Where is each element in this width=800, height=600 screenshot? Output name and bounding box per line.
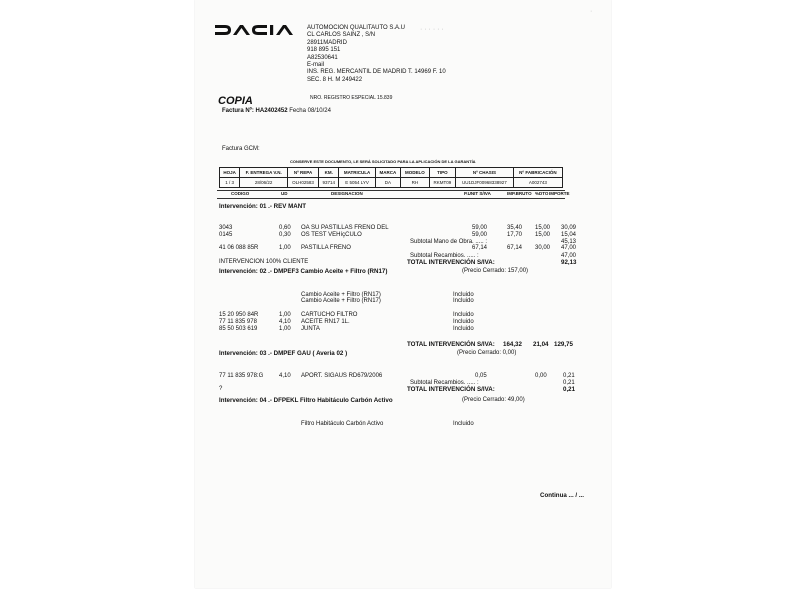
factura-gcm: Factura GCM: xyxy=(222,146,260,152)
invoice-line-text: 129,75 xyxy=(554,341,573,348)
warranty-notice: CONSERVE ESTE DOCUMENTO, LE SERÁ SOLICITADO PARA LA APLICACIÓN DE LA GARANTÍA xyxy=(290,159,476,164)
vehicle-value-cell: UU1DJF00968338927 xyxy=(456,178,514,188)
vehicle-table xyxy=(219,167,563,188)
vehicle-header-row xyxy=(220,168,563,178)
invoice-line-text: 15,00 xyxy=(535,225,551,231)
invoice-line-text: Continua ... / ... xyxy=(540,492,584,499)
invoice-line-text: 77 11 835 978:G xyxy=(219,373,264,379)
vehicle-value-cell: RKMT09 xyxy=(429,178,455,188)
copia-label: COPIA xyxy=(218,95,253,107)
company-line: E-mail xyxy=(307,62,325,68)
vehicle-value-cell: OLH02583 xyxy=(288,178,319,188)
invoice-line-text: TOTAL INTERVENCIÓN S/IVA: xyxy=(407,259,495,266)
invoice-line-text: (Precio Cerrado: 157,00) xyxy=(462,268,529,274)
vehicle-header-cell: MARCA xyxy=(375,168,400,178)
fecha-value: 08/10/24 xyxy=(307,108,331,114)
invoice-line-text: 0,21 xyxy=(563,373,575,379)
invoice-page xyxy=(195,0,611,588)
invoice-line-text: 1,00 xyxy=(279,312,291,318)
vehicle-value-cell: 28/06/22 xyxy=(240,178,288,188)
invoice-line-text: Incluido xyxy=(453,326,474,332)
invoice-line-text: 30,00 xyxy=(535,245,551,251)
invoice-line-text: ? xyxy=(219,386,223,392)
col-impbruto: IMP.BRUTO xyxy=(507,191,532,196)
invoice-line-text: OA SU PASTILLAS FRENO DEL xyxy=(301,225,389,231)
invoice-line-text: 47,00 xyxy=(561,245,577,251)
factura-number: HA2402452 xyxy=(255,108,288,114)
invoice-line-text: 77 11 835 978 xyxy=(219,319,257,325)
invoice-line-text: 45,13 xyxy=(561,239,577,245)
invoice-line-text: 41 06 088 85R xyxy=(219,245,259,251)
invoice-line-text: INTERVENCION 100% CLIENTE xyxy=(219,259,309,265)
column-headers xyxy=(219,191,570,197)
vehicle-header-cell: Nº REPA xyxy=(288,168,319,178)
invoice-line-text: 30,09 xyxy=(561,225,577,231)
company-line: A82530641 xyxy=(307,54,338,61)
invoice-line-text: 59,00 xyxy=(472,232,488,238)
invoice-line-text: 0,21 xyxy=(563,386,576,393)
invoice-line-text: CARTUCHO FILTRO xyxy=(301,312,358,318)
vehicle-values-row xyxy=(220,178,563,188)
invoice-line-text: 0,60 xyxy=(279,225,291,231)
vehicle-value-cell: A002743 xyxy=(513,178,562,188)
vehicle-header-cell: KM. xyxy=(319,168,339,178)
invoice-number-row xyxy=(222,108,331,114)
invoice-line-text: (Precio Cerrado: 49,00) xyxy=(462,397,525,403)
invoice-line-text: 67,14 xyxy=(472,245,488,251)
vehicle-value-cell: E 5054 LYV xyxy=(339,178,375,188)
invoice-line-text: (Precio Cerrado: 0,00) xyxy=(457,350,517,356)
invoice-line-text: 21,04 xyxy=(533,341,549,348)
invoice-line-text: 0145 xyxy=(219,232,233,238)
invoice-line-text: Subtotal Mano de Obra. ..... : xyxy=(410,239,488,245)
invoice-line-text: Cambio Aceite + Filtro (RN17) xyxy=(301,292,381,298)
col-dto: %DTO xyxy=(535,191,549,196)
invoice-line-text: 164,32 xyxy=(503,341,522,348)
invoice-line-text: 17,70 xyxy=(507,232,523,238)
invoice-line-text: 15,04 xyxy=(561,232,577,238)
dacia-logo xyxy=(215,23,301,37)
invoice-line-text: 1,00 xyxy=(279,245,291,251)
ghost-text: · · · · · · xyxy=(420,26,444,33)
vehicle-header-cell: MODELO xyxy=(400,168,429,178)
vehicle-header-cell: F. ENTREGA V.N. xyxy=(240,168,288,178)
fecha-label: Fecha xyxy=(289,108,306,114)
invoice-line-text: 47,00 xyxy=(561,253,577,259)
invoice-line-text: 85 50 503 619 xyxy=(219,326,258,332)
invoice-line-text: Incluido xyxy=(453,421,474,427)
invoice-line-text: TOTAL INTERVENCIÓN S/IVA: xyxy=(407,386,495,393)
registro-especial: NRO. REGISTRO ESPECIAL 15.839 xyxy=(310,95,393,101)
col-punit: P.UNIT S/IVA xyxy=(464,191,491,196)
invoice-line-text: Intervención: 02 .- DMPEF3 Cambio Aceite + Filtro (RN17) xyxy=(219,268,388,275)
invoice-line-text: 0,05 xyxy=(475,373,487,379)
invoice-line-text: 1,00 xyxy=(279,326,291,332)
invoice-line-text: 0,00 xyxy=(535,373,547,379)
invoice-line-text: Incluido xyxy=(453,298,474,304)
invoice-line-text: ACEITE RN17 1L. xyxy=(301,319,350,325)
invoice-line-text: 59,00 xyxy=(472,225,488,231)
company-line: 918 895 151 xyxy=(307,47,341,54)
invoice-line-text: Subtotal Recambios. ..... : xyxy=(410,253,479,259)
company-line: CL CARLOS SAINZ , S/N xyxy=(307,32,376,39)
company-line: INS. REG. MERCANTIL DE MADRID T. 14969 F. 10 xyxy=(307,69,446,76)
invoice-line-text: 4,10 xyxy=(279,373,291,379)
invoice-line-text: Incluido xyxy=(453,312,474,318)
company-line: SEC. 8 H. M 249422 xyxy=(307,76,363,83)
col-designacion: DESIGNACION xyxy=(331,191,363,196)
vehicle-header-cell: Nº FABRICACIÓN xyxy=(513,168,562,178)
factura-label: Factura Nº: xyxy=(222,108,254,114)
vehicle-header-cell: TIPO xyxy=(429,168,455,178)
invoice-line-text: 15,00 xyxy=(535,232,551,238)
vehicle-header-cell: MATRICULA xyxy=(339,168,375,178)
invoice-line-text: 92,13 xyxy=(561,259,577,266)
invoice-line-text: 3043 xyxy=(219,225,233,231)
invoice-line-text: 0,30 xyxy=(279,232,291,238)
invoice-line-text: 67,14 xyxy=(507,245,523,251)
invoice-line-text: Intervención: 01 .- REV MANT xyxy=(219,203,306,210)
invoice-line-text: 35,40 xyxy=(507,225,523,231)
invoice-line-text: APORT. SIGAUS RD679/2006 xyxy=(301,373,383,379)
invoice-line-text: JUNTA xyxy=(301,326,320,332)
company-line: AUTOMOCION QUALITAUTO S.A.U xyxy=(307,25,406,31)
invoice-line-text: Cambio Aceite + Filtro (RN17) xyxy=(301,298,381,304)
invoice-line-text: Filtro Habitáculo Carbón Activo xyxy=(301,421,384,427)
vehicle-value-cell: 1 / 3 xyxy=(220,178,240,188)
divider xyxy=(217,198,565,199)
invoice-line-text: 15 20 950 84R xyxy=(219,312,259,318)
invoice-line-text: Intervención: 04 .- DFPEKL Filtro Habitáculo Carbón Activo xyxy=(219,397,393,404)
vehicle-value-cell: 93714 xyxy=(319,178,339,188)
vehicle-value-cell: RH xyxy=(400,178,429,188)
invoice-line-text: Subtotal Recambios. ..... : xyxy=(410,380,479,386)
col-importe: IMPORTE xyxy=(549,191,570,196)
invoice-line-text: OS TEST VEHíçCULO xyxy=(301,232,362,238)
invoice-line-text: 4,10 xyxy=(279,319,291,325)
invoice-line-text: Incluido xyxy=(453,319,474,325)
vehicle-value-cell: DA xyxy=(375,178,400,188)
invoice-line-text: 0,21 xyxy=(563,380,575,386)
vehicle-header-cell: HOJA xyxy=(220,168,240,178)
invoice-line-text: TOTAL INTERVENCIÓN S/IVA: xyxy=(407,341,495,348)
col-ud: UD xyxy=(281,191,288,196)
invoice-line-text: PASTILLA FRENO xyxy=(301,245,351,251)
ghost-text: · xyxy=(590,8,593,15)
vehicle-header-cell: Nº CHASIS xyxy=(456,168,514,178)
company-line: 28911MADRID xyxy=(307,39,347,46)
col-codigo: CODIGO xyxy=(231,191,250,196)
invoice-line-text: Incluido xyxy=(453,292,474,298)
invoice-line-text: Intervención: 03 .- DMPEF GAU ( Averia 02 ) xyxy=(219,350,348,357)
